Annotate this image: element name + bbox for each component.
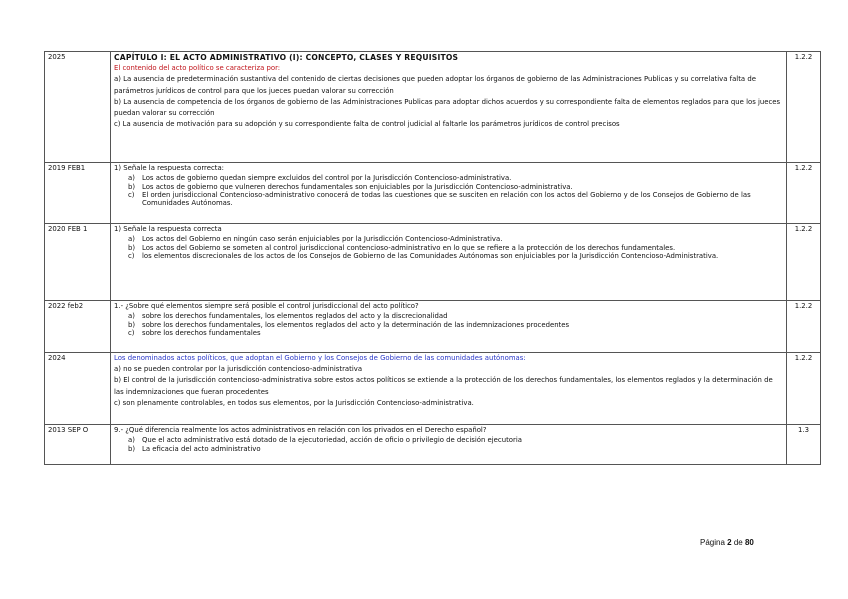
list-item: a) Los actos del Gobierno en ningún caso serán enjuiciables por la Jurisdicción Contencioso-Administrativa. <box>128 235 503 244</box>
question-text: 1.- ¿Sobre qué elementos siempre será posible el control jurisdiccional del acto político? <box>114 302 419 310</box>
row-year: 2022 feb2 <box>45 301 111 353</box>
list-item: c) sobre los derechos fundamentales <box>128 329 261 338</box>
row-year: 2024 <box>45 353 111 425</box>
row-year: 2013 SEP O <box>45 425 111 465</box>
question-text: 1) Señale la respuesta correcta: <box>114 164 225 172</box>
list-item: c) El orden jurisdiccional Contencioso-administrativo conocerá de todas las cuestiones que se susciten en relación con los actos del Gobierno y de los Consejos de Gobierno de las Comunidades Autónomas. <box>128 191 751 208</box>
current-page: 2 <box>727 538 732 547</box>
row-ref: 1.2.2 <box>787 301 821 353</box>
table-row <box>45 163 821 224</box>
question-intro: El contenido del acto político se caracteriza por: <box>114 64 281 73</box>
answer-line: b) El control de la jurisdicción contencioso-administrativa sobre estos actos políticos se extiende a la protección de los derechos fundamentales, los elementos reglados y la determinación de las indemnizaciones que fueran procedentes <box>114 376 773 396</box>
answer-line: b) La ausencia de competencia de los órganos de gobierno de las Administraciones Publicas para adoptar dichos acuerdos y su correspondiente falta de elementos reglados para que los jueces puedan valorar su corrección <box>114 97 781 118</box>
row-content <box>111 425 787 465</box>
row-ref: 1.2.2 <box>787 224 821 301</box>
exam-questions-table <box>44 51 821 465</box>
question-intro: Los denominados actos políticos, que adoptan el Gobierno y los Consejos de Gobierno de las comunidades autónomas: <box>114 354 526 362</box>
list-item: b) sobre los derechos fundamentales, los elementos reglados del acto y la determinación de las indemnizaciones procedentes <box>128 320 570 329</box>
list-item: a) Los actos de gobierno quedan siempre excluidos del control por la Jurisdicción Contencioso-administrativa. <box>128 174 512 183</box>
question-text: 9.- ¿Qué diferencia realmente los actos administrativos en relación con los privados en el Derecho español? <box>114 426 487 434</box>
list-item: b) La eficacia del acto administrativo <box>128 444 261 453</box>
table-row <box>45 425 821 465</box>
answer-line: c) son plenamente controlables, en todos sus elementos, por la Jurisdicción Contencioso-administrativa. <box>114 398 474 407</box>
row-year: 2020 FEB 1 <box>45 224 111 301</box>
options-list <box>114 235 783 260</box>
answer-line: a) no se pueden controlar por la jurisdicción contencioso-administrativa <box>114 365 363 374</box>
options-list <box>114 436 783 453</box>
row-content <box>111 353 787 425</box>
answer-line: a) La ausencia de predeterminación sustantiva del contenido de ciertas decisiones que pueden adoptar los órganos de gobierno de las Administraciones Publicas y su correlativa falta de parámetros jurídicos de control para que los jueces puedan valorar su corrección <box>114 75 756 95</box>
options-list <box>114 312 783 337</box>
row-ref: 1.3 <box>787 425 821 465</box>
table-row <box>45 301 821 353</box>
row-ref: 1.2.2 <box>787 163 821 224</box>
row-ref: 1.2.2 <box>787 52 821 163</box>
table-row <box>45 224 821 301</box>
table-row <box>45 353 821 425</box>
row-content <box>111 301 787 353</box>
options-list <box>114 174 783 208</box>
chapter-title: CAPÍTULO I: EL ACTO ADMINISTRATIVO (I): CONCEPTO, CLASES Y REQUISITOS <box>114 53 459 62</box>
list-item: b) Los actos de gobierno que vulneren derechos fundamentales son enjuiciables por la Jurisdicción Contencioso-administrativa. <box>128 182 573 191</box>
table-row <box>45 52 821 163</box>
page-number: Página 2 de 80 <box>700 538 754 547</box>
list-item: c) los elementos discrecionales de los actos de los Consejos de Gobierno de las Comunidades Autónomas son enjuiciables por la Jurisdicción Contencioso-Administrativa. <box>128 252 719 261</box>
list-item: b) Los actos del Gobierno se someten al control jurisdiccional contencioso-administrativo en lo que se refiere a la protección de los derechos fundamentales. <box>128 243 676 252</box>
row-content <box>111 52 787 163</box>
row-year: 2019 FEB1 <box>45 163 111 224</box>
row-year: 2025 <box>45 52 111 163</box>
row-ref: 1.2.2 <box>787 353 821 425</box>
list-item: a) sobre los derechos fundamentales, los elementos reglados del acto y la discrecionalidad <box>128 312 448 321</box>
row-content <box>111 163 787 224</box>
total-pages: 80 <box>744 538 754 547</box>
list-item: a) Que el acto administrativo está dotado de la ejecutoriedad, acción de oficio o privilegio de decisión ejecutoria <box>128 436 522 445</box>
row-content <box>111 224 787 301</box>
question-text: 1) Señale la respuesta correcta <box>114 225 222 233</box>
answer-line: c) La ausencia de motivación para su adopción y su correspondiente falta de control judicial al faltarle los parámetros jurídicos de control precisos <box>114 120 620 129</box>
